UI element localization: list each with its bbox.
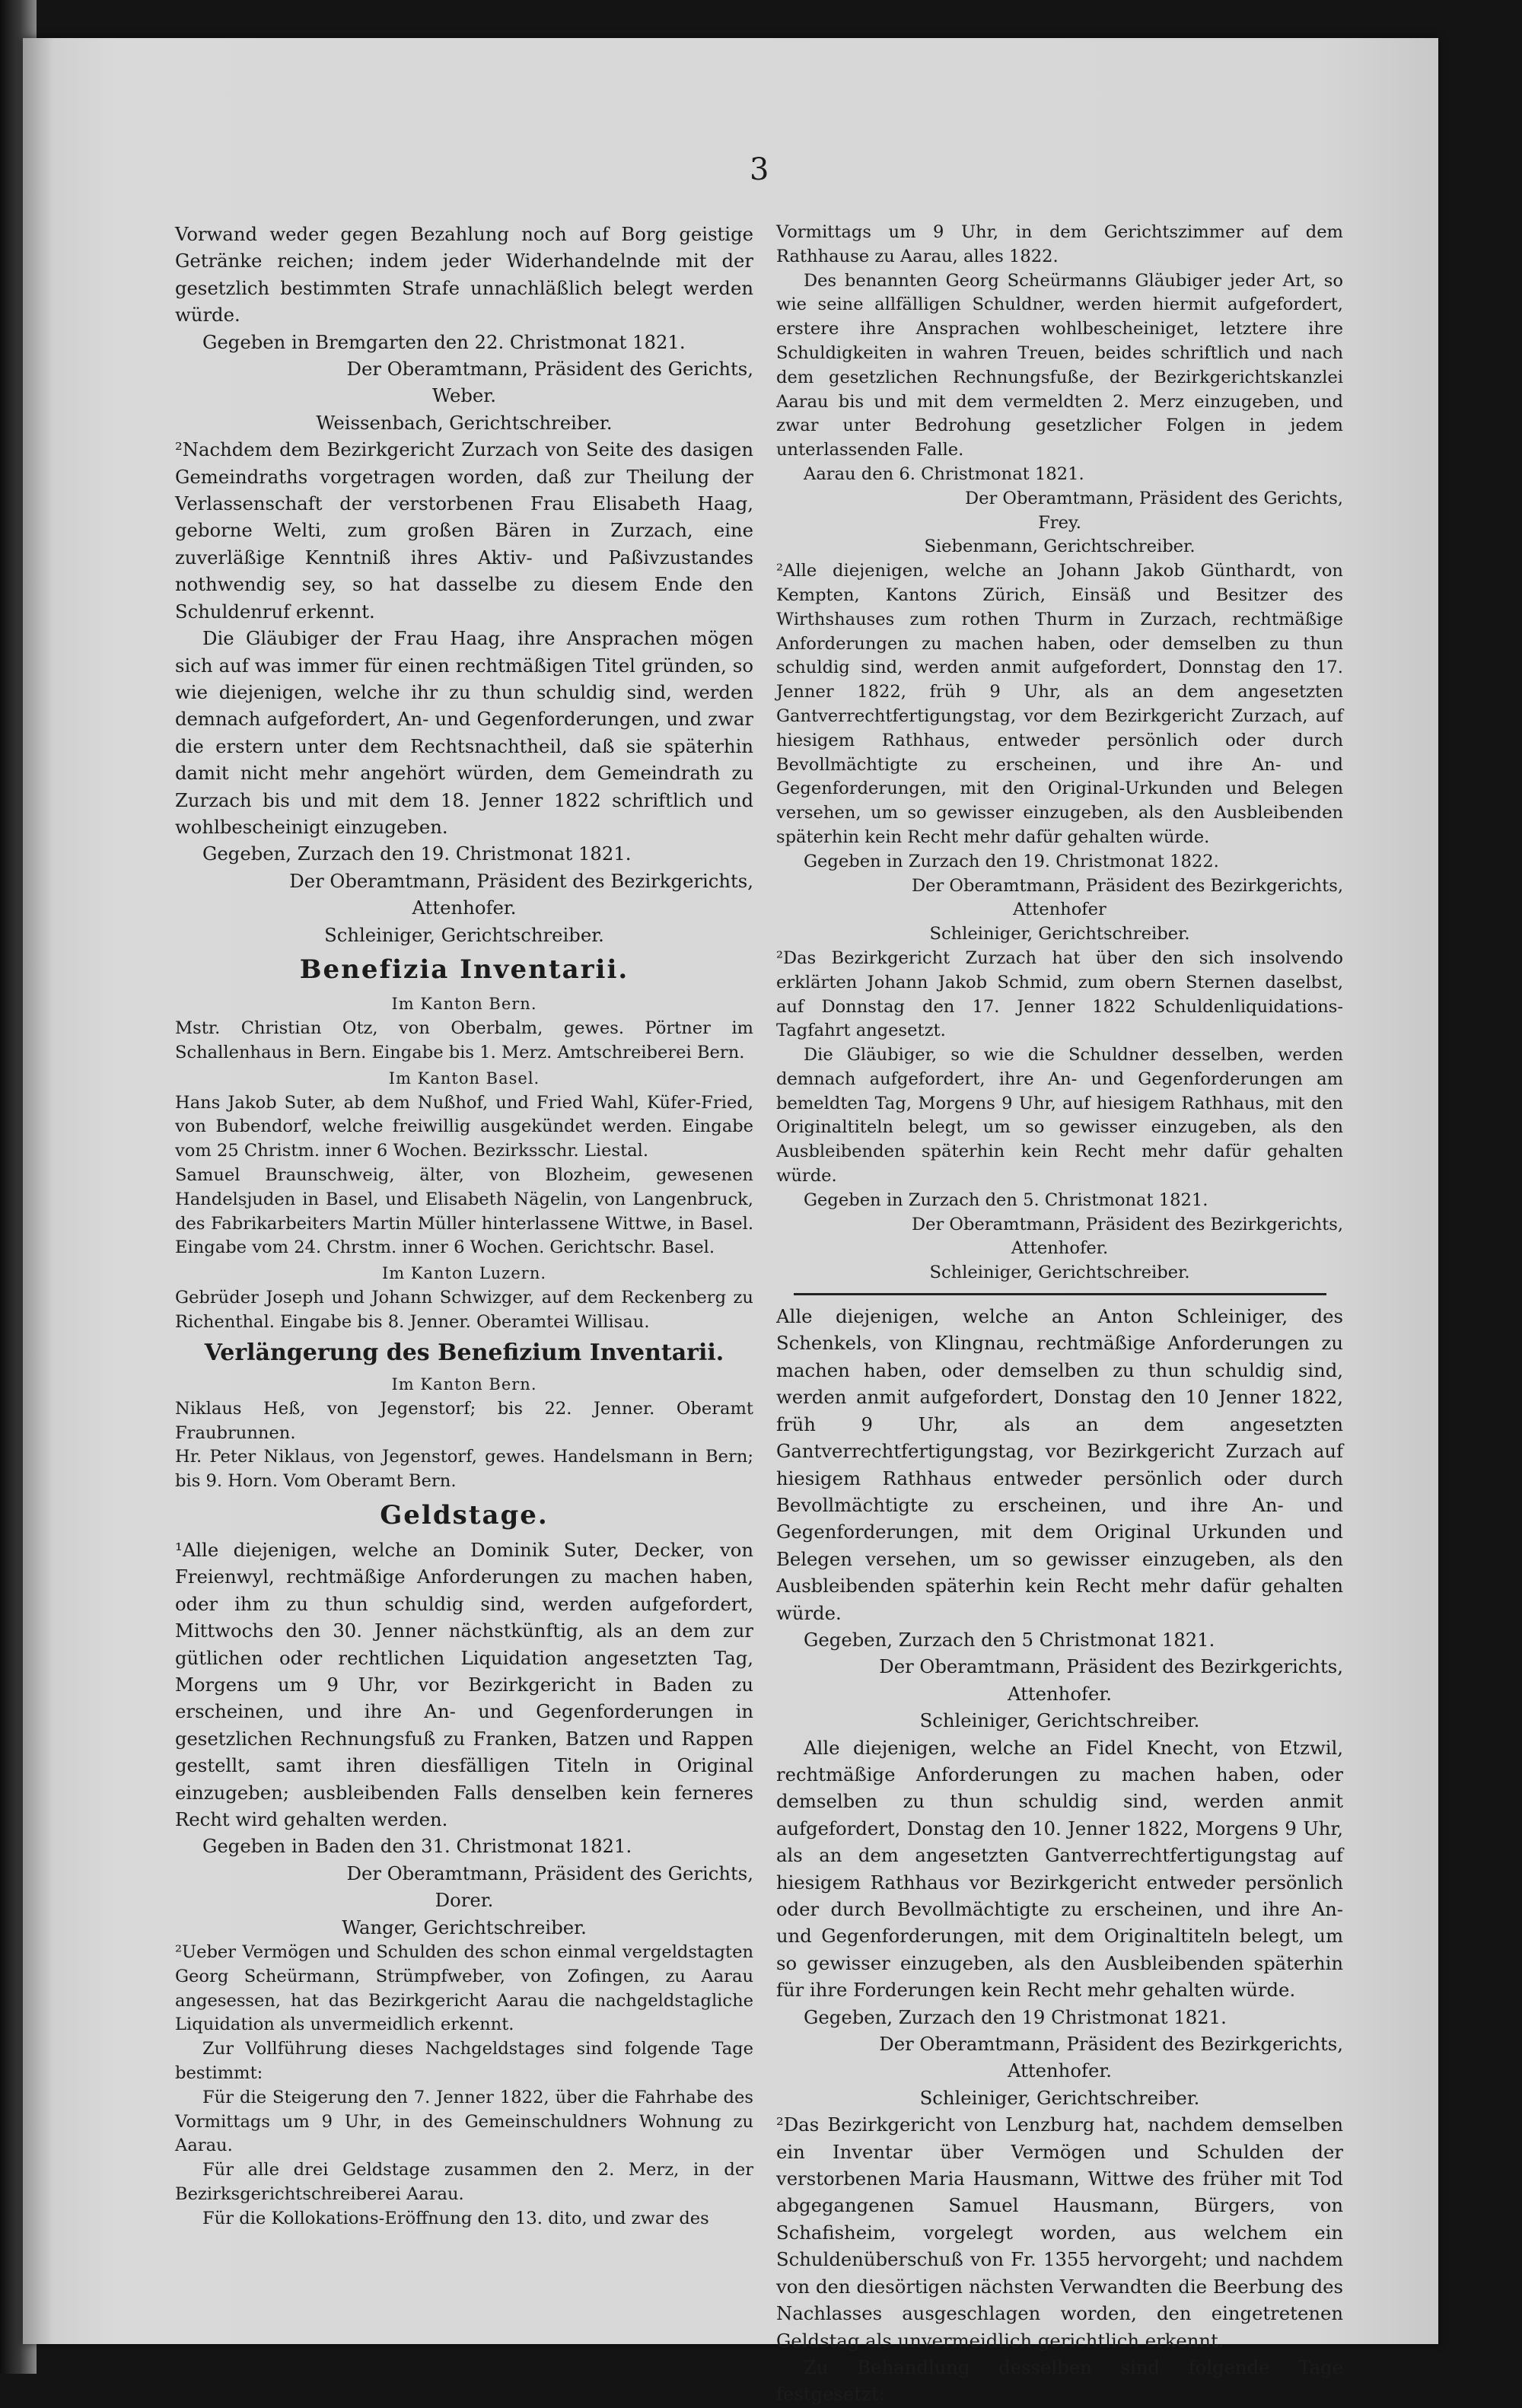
paragraph: Alle diejenigen, welche an Anton Schleiniger, des Schenkels, von Klingnau, rechtmäßige Anforderungen zu machen haben, oder demselben zu thun schuldig sind, werden anmit aufgefordert, Donstag den 10 Jenner 1822, früh 9 Uhr, als an dem angesetzten Gantverrechtfertigungstag, vor Bezirkgericht Zurzach auf hiesigem Rathhaus entweder persönlich oder durch Bevollmächtigte zu erscheinen, und ihre An- und Gegenforderungen, mit dem Original Urkunden und Belegen versehen, um so gewisser einzugeben, als den Ausbleibenden späterhin kein Recht mehr dafür gehalten würde.: [776, 1305, 1343, 1624]
signature-title: Der Oberamtmann, Präsident des Bezirkgerichts,: [879, 1655, 1343, 1678]
signature-clerk: Siebenmann, Gerichtschreiber.: [924, 537, 1196, 557]
signature-title: Der Oberamtmann, Präsident des Gerichts,: [964, 488, 1343, 508]
paragraph: Zu Behandlung desselben sind folgende Tage festgesetzt:: [776, 2355, 1343, 2406]
list-item: Niklaus Heß, von Jegenstorf; bis 22. Jenner. Oberamt Fraubrunnen.: [175, 1398, 753, 1443]
paragraph: Vormittags um 9 Uhr, in dem Gerichtszimmer auf dem Rathhause zu Aarau, alles 1822.: [776, 222, 1343, 266]
signature-name: Attenhofer.: [1011, 1238, 1109, 1259]
signature-clerk: Schleiniger, Gerichtschreiber.: [929, 924, 1190, 944]
paragraph: Die Gläubiger der Frau Haag, ihre Ansprachen mögen sich auf was immer für einen rechtmäßigen Titel gründen, so wie diejenigen, welche ihr zu thun schuldig sind, werden demnach aufgefordert, An- und Gegenforderungen, und zwar die erstern unter dem Rechtsnachtheil, daß sie späterhin damit nicht mehr angehört würden, dem Gemeindrath zu Zurzach bis und mit dem 18. Jenner 1822 schriftlich und wohlbescheinigt einzugeben.: [175, 627, 753, 838]
signature-clerk: Weissenbach, Gerichtschreiber.: [316, 411, 613, 434]
paragraph: ²Das Bezirkgericht von Lenzburg hat, nachdem demselben ein Inventar über Vermögen und Schulden der verstorbenen Maria Hausmann, Wittwe des früher mit Tod abgegangenen Samuel Hausmann, Bürgers, von Schafisheim, vorgelegt worden, aus welchem ein Schuldenüberschuß von Fr. 1355 hervorgeht; und nachdem von den diesörtigen nächsten Verwandten die Beerbung des Nachlasses ausgeschlagen worden, den eingetretenen Geldstag als unvermeidlich gerichtlich erkennt.: [776, 2113, 1343, 2352]
signature-title: Der Oberamtmann, Präsident des Gerichts,: [346, 1862, 753, 1884]
canton-heading: Im Kanton Bern.: [391, 994, 537, 1013]
dateline: Gegeben, Zurzach den 5 Christmonat 1821.: [804, 1628, 1215, 1651]
paragraph: Vorwand weder gegen Bezahlung noch auf Borg geistige Getränke reichen; indem jeder Widerhandelnde mit der gesetzlich bestimmten Strafe unnachläßlich belegt werden würde.: [175, 223, 753, 326]
canton-heading: Im Kanton Basel.: [388, 1069, 540, 1088]
page-number: 3: [750, 152, 769, 187]
signature-clerk: Schleiniger, Gerichtschreiber.: [929, 1263, 1190, 1283]
list-item: Mstr. Christian Otz, von Oberbalm, gewes. Pörtner im Schallenhaus in Bern. Eingabe bis 1. Merz. Amtschreiberei Bern.: [175, 1018, 753, 1062]
signature-title: Der Oberamtmann, Präsident des Gerichts,: [346, 358, 753, 381]
paragraph: ²Nachdem dem Bezirkgericht Zurzach von Seite des dasigen Gemeindraths vorgetragen worden, daß zur Theilung der Verlassenschaft der verstorbenen Frau Elisabeth Haag, geborne Welti, zum großen Bären in Zurzach, eine zuverläßige Kenntniß ihres Aktiv- und Paßivzustandes nothwendig sey, so hat dasselbe zu diesem Ende den Schuldenruf erkennt.: [175, 438, 753, 623]
paragraph: ¹Alle diejenigen, welche an Dominik Suter, Decker, von Freienwyl, rechtmäßige Anforderungen zu machen haben, oder ihm zu thun schuldig sind, werden aufgefordert, Mittwochs den 30. Jenner nächstkünftig, als an dem zur gütlichen oder rechtlichen Liquidation angesetzten Tag, Morgens um 9 Uhr, vor Bezirkgericht in Baden zu erscheinen, und ihre An- und Gegenforderungen in gesetzlichen Rechnungsfuß zu Franken, Batzen und Rappen gestellt, samt ihren diesfälligen Titeln in Original einzugeben; ausbleibenden Falls denselben kein ferneres Recht wird gehalten werden.: [175, 1538, 753, 1830]
section-divider: [794, 1293, 1326, 1295]
list-item: Samuel Braunschweig, älter, von Blozheim, gewesenen Handelsjuden in Basel, und Elisabeth Nägelin, von Langenbruck, des Fabrikarbeiters Martin Müller hinterlassene Wittwe, in Basel. Eingabe vom 24. Chrstm. inner 6 Wochen. Gerichtschr. Basel.: [175, 1164, 753, 1258]
signature-name: Frey.: [1038, 512, 1081, 533]
dateline: Gegeben in Baden den 31. Christmonat 1821.: [202, 1835, 632, 1858]
dateline: Gegeben, Zurzach den 19. Christmonat 1821.: [202, 842, 632, 865]
signature-name: Weber.: [432, 384, 496, 407]
signature-clerk: Schleiniger, Gerichtschreiber.: [324, 923, 604, 946]
dateline: Gegeben, Zurzach den 19 Christmonat 1821.: [804, 2005, 1227, 2028]
paragraph: Des benannten Georg Scheürmanns Gläubiger jeder Art, so wie seine allfälligen Schuldner, werden hiermit aufgefordert, erstere ihre Ansprachen wohlbescheiniget, letztere ihre Schuldigkeiten in wahren Treuen, beides schriftlich und nach dem gesetzlichen Rechnungsfuße, der Bezirkgerichtskanzlei Aarau bis und mit dem vermeldten 2. Merz einzugeben, und zwar unter Bedrohung gesetzlicher Folgen in jedem unterlassenden Falle.: [776, 270, 1343, 460]
paragraph: Zur Vollführung dieses Nachgeldstages sind folgende Tage bestimmt:: [175, 2039, 753, 2083]
paragraph: Für die Kollokations-Eröffnung den 13. dito, und zwar des: [202, 2208, 709, 2228]
paragraph: ²Ueber Vermögen und Schulden des schon einmal vergeldstagten Georg Scheürmann, Strümpfweber, von Zofingen, zu Aarau angesessen, hat das Bezirkgericht Aarau die nachgeldstagliche Liquidation als unvermeidlich erkennt.: [175, 1942, 753, 2035]
signature-title: Der Oberamtmann, Präsident des Bezirkgerichts,: [911, 1214, 1343, 1234]
canton-heading: Im Kanton Bern.: [391, 1374, 537, 1394]
signature-name: Attenhofer.: [1008, 1682, 1112, 1705]
list-item: Gebrüder Joseph und Johann Schwizger, auf dem Reckenberg zu Richenthal. Eingabe bis 8. Jenner. Oberamtei Willisau.: [175, 1288, 753, 1332]
dateline: Gegeben in Bremgarten den 22. Christmonat 1821.: [202, 330, 686, 353]
left-column: [175, 221, 753, 2231]
signature-name: Attenhofer: [1013, 900, 1106, 920]
list-item: Hans Jakob Suter, ab dem Nußhof, und Fried Wahl, Küfer-Fried, von Bubendorf, welche freiwillig ausgekündet werden. Eingabe vom 25 Christm. inner 6 Wochen. Bezirksschr. Liestal.: [175, 1092, 753, 1161]
canton-heading: Im Kanton Luzern.: [381, 1264, 547, 1283]
signature-clerk: Schleiniger, Gerichtschreiber.: [919, 1709, 1200, 1732]
section-heading-benefizia: Benefizia Inventarii.: [299, 954, 629, 985]
newspaper-page: [23, 38, 1438, 2406]
section-heading-geldstage: Geldstage.: [380, 1499, 549, 1530]
section-heading-verlaengerung: Verlängerung des Benefizium Inventarii.: [204, 1339, 724, 1366]
list-item: Hr. Peter Niklaus, von Jegenstorf, gewes. Handelsmann in Bern; bis 9. Horn. Vom Oberamt Bern.: [175, 1447, 753, 1492]
paragraph: Für die Steigerung den 7. Jenner 1822, über die Fahrhabe des Vormittags um 9 Uhr, in des Gemeinschuldners Wohnung zu Aarau.: [175, 2087, 753, 2156]
signature-name: Attenhofer.: [1008, 2059, 1112, 2082]
paragraph: ²Das Bezirkgericht Zurzach hat über den sich insolvendo erklärten Johann Jakob Schmid, zum obern Sternen daselbst, auf Donnstag den 17. Jenner 1822 Schuldenliquidations-Tagfahrt angesetzt.: [776, 948, 1343, 1041]
signature-title: Der Oberamtmann, Präsident des Bezirkgerichts,: [911, 875, 1343, 896]
signature-title: Der Oberamtmann, Präsident des Bezirkgerichts,: [879, 2033, 1343, 2056]
dateline: Gegeben in Zurzach den 5. Christmonat 1821.: [804, 1190, 1208, 1210]
paragraph: ²Alle diejenigen, welche an Johann Jakob Günthardt, von Kempten, Kantons Zürich, Einsäß und Besitzer des Wirthshauses zum rothen Thurm in Zurzach, rechtmäßige Anforderungen zu machen haben, oder demselben zu thun schuldig sind, werden anmit aufgefordert, Donnstag den 17. Jenner 1822, früh 9 Uhr, als an dem angesetzten Gantverrechtfertigungstag, vor dem Bezirkgericht Zurzach, auf hiesigem Rathhaus, entweder persönlich oder durch Bevollmächtigte zu erscheinen, und ihre An- und Gegenforderungen, mit den Original-Urkunden und Belegen versehen, um so gewisser einzugeben, als den Ausbleibenden späterhin kein Recht mehr dafür gehalten würde.: [776, 561, 1343, 847]
dateline: Aarau den 6. Christmonat 1821.: [804, 463, 1084, 484]
paragraph: Alle diejenigen, welche an Fidel Knecht, von Etzwil, rechtmäßige Anforderungen zu machen haben, oder demselben zu thun schuldig sind, werden anmit aufgefordert, Donstag den 10. Jenner 1822, Morgens 9 Uhr, als an dem angesetzten Gantverrechtfertigungstag auf hiesigem Rathhaus vor Bezirkgericht entweder persönlich oder durch Bevollmächtigte zu erscheinen, und ihre An- und Gegenforderungen, mit dem Originaltiteln belegt, um so gewisser einzugeben, als den Ausbleibenden späterhin für ihre Forderungen kein Recht mehr gehalten würde.: [776, 1736, 1343, 2002]
signature-clerk: Schleiniger, Gerichtschreiber.: [919, 2086, 1200, 2109]
signature-clerk: Wanger, Gerichtschreiber.: [342, 1916, 587, 1938]
paragraph: Für alle drei Geldstage zusammen den 2. Merz, in der Bezirksgerichtschreiberei Aarau.: [175, 2160, 753, 2204]
paragraph: Die Gläubiger, so wie die Schuldner desselben, werden demnach aufgefordert, ihre An- und Gegenforderungen am bemeldten Tag, Morgens 9 Uhr, auf hiesigem Rathhaus, mit den Originaltiteln belegt, um so gewisser einzugeben, als den Ausbleibenden späterhin kein Recht mehr dafür gehalten würde.: [776, 1045, 1343, 1186]
dateline: Gegeben in Zurzach den 19. Christmonat 1822.: [804, 851, 1219, 871]
right-column: [776, 221, 1343, 2408]
signature-name: Attenhofer.: [412, 897, 517, 919]
signature-name: Dorer.: [435, 1889, 494, 1912]
signature-title: Der Oberamtmann, Präsident des Bezirkgerichts,: [289, 869, 753, 892]
